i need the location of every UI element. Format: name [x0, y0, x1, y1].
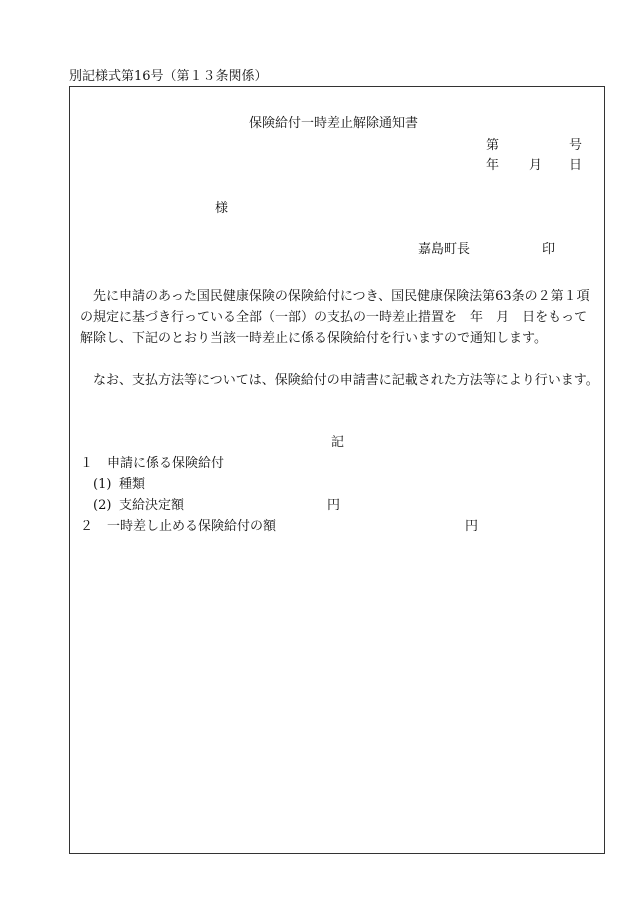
- date-month: 月: [529, 158, 543, 173]
- paragraph1-text-a: 先に申請のあった国民健康保険の保険給付につき、国民健康保険法第63条の２第１項の規定に基づき行っている全部（一部）の支払の一時差止措置を: [80, 289, 590, 325]
- sub1-label: 種類: [119, 477, 146, 492]
- body-paragraph-1: [80, 286, 600, 349]
- sub2-label: 支給決定額: [119, 498, 185, 513]
- item2-number: ２: [80, 519, 94, 534]
- paragraph1-month: 月: [496, 310, 510, 325]
- issuer-name: 嘉島町長: [418, 242, 471, 257]
- paragraph2-text: なお、支払方法等については、保険給付の申請書に記載された方法等により行います。: [93, 373, 599, 388]
- body-paragraph-2: [80, 370, 600, 391]
- sub2-unit: 円: [327, 498, 341, 513]
- sub1-number: (1): [93, 477, 112, 492]
- paragraph1-day: 日: [522, 310, 536, 325]
- doc-number-prefix: 第: [486, 138, 500, 153]
- doc-number-suffix: 号: [569, 138, 583, 153]
- sub2-number: (2): [93, 498, 112, 513]
- date-day: 日: [569, 158, 583, 173]
- document-title: 保険給付一時差止解除通知書: [249, 116, 419, 131]
- paragraph1-text-b: をもって解除し、下記のとおり当該一時差止に係る保険給付を行いますので通知します。: [80, 310, 588, 346]
- item1-number: １: [80, 456, 94, 471]
- item2-unit: 円: [465, 519, 479, 534]
- paragraph1-year: 年: [470, 310, 484, 325]
- addressee-suffix: 様: [215, 201, 229, 216]
- seal-mark: 印: [542, 242, 556, 257]
- item2-label: 一時差し止める保険給付の額: [107, 519, 277, 534]
- item1-label: 申請に係る保険給付: [107, 456, 225, 471]
- form-label: 別記様式第16号（第１３条関係）: [69, 69, 268, 84]
- record-heading: 記: [331, 435, 345, 450]
- date-year: 年: [486, 158, 500, 173]
